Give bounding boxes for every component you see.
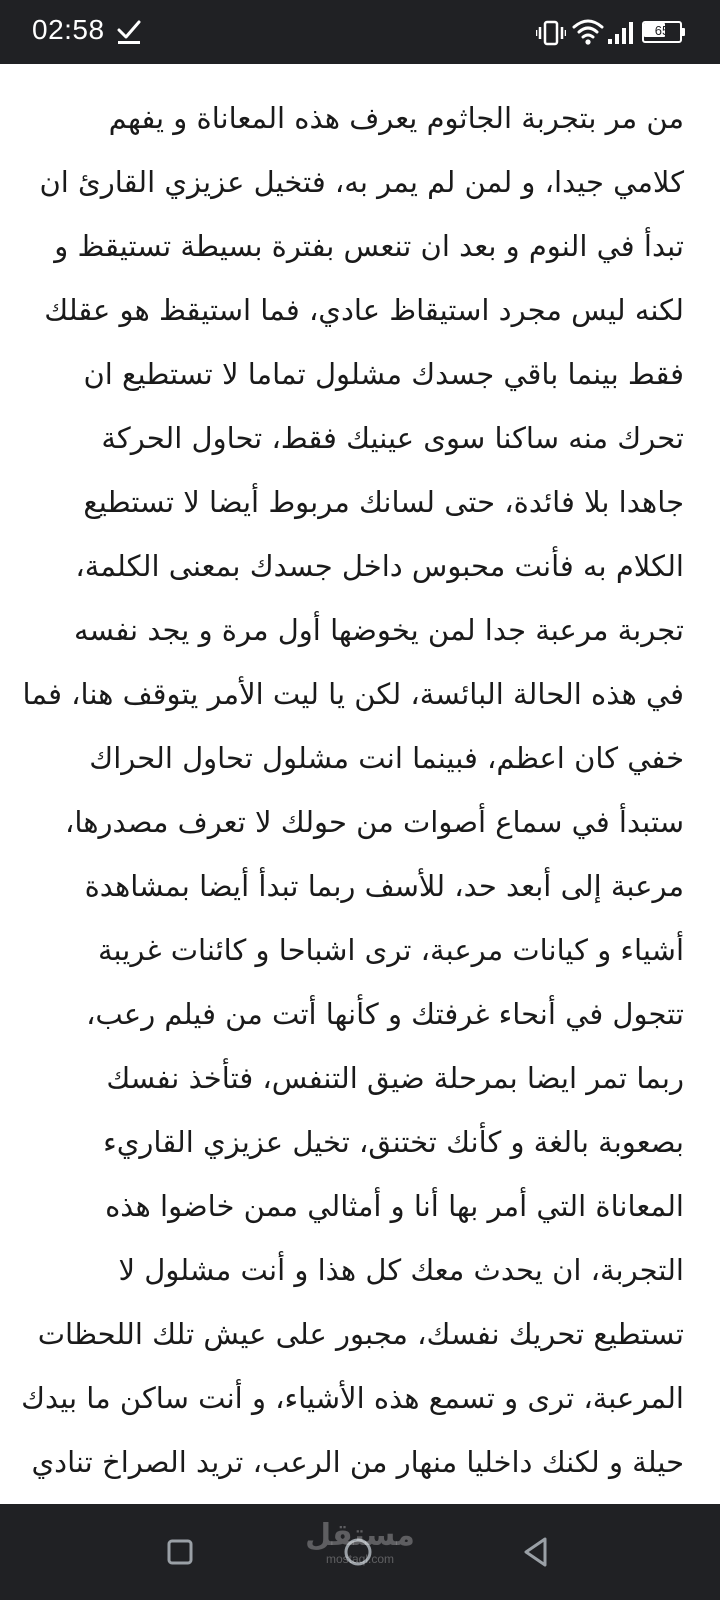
article-line: تستطيع تحريك نفسك، مجبور على عيش تلك اللحظات — [37, 1317, 684, 1351]
article-line: أشياء و كيانات مرعبة، ترى اشباحا و كائنات غريبة — [97, 933, 684, 967]
status-bar — [0, 0, 720, 64]
wifi-icon — [572, 18, 604, 46]
article-line: بصعوبة بالغة و كأنك تختنق، تخيل عزيزي القاريء — [103, 1125, 684, 1159]
download-done-icon — [116, 18, 142, 46]
article-line: تجربة مرعبة جدا لمن يخوضها أول مرة و يجد نفسه — [73, 613, 684, 647]
article-line: المعاناة التي أمر بها أنا و أمثالي ممن خاضوا هذه — [105, 1189, 684, 1223]
watermark-sub: mostaql.com — [325, 1552, 395, 1566]
article-line: تبدأ في النوم و بعد ان تنعس بفترة بسيطة تستيقظ و — [54, 229, 684, 263]
article-line: ستبدأ في سماع أصوات من حولك لا تعرف مصدرها، — [65, 805, 684, 839]
article-line: الكلام به فأنت محبوس داخل جسدك بمعنى الكلمة، — [75, 549, 684, 583]
article-line: التجربة، ان يحدث معك كل هذا و أنت مشلول لا — [118, 1253, 684, 1287]
status-time: 02:58 — [32, 14, 105, 45]
back-icon[interactable] — [514, 1530, 558, 1574]
article-line: لكنه ليس مجرد استيقاظ عادي، فما استيقظ هو عقلك — [44, 293, 684, 327]
article-line: فقط بينما باقي جسدك مشلول تماما لا تستطيع ان — [83, 357, 684, 391]
article-line: مرعبة إلى أبعد حد، للأسف ربما تبدأ أيضا بمشاهدة — [84, 869, 684, 903]
article-line: تتجول في أنحاء غرفتك و كأنها أتت من فيلم رعب، — [86, 997, 684, 1031]
article-line: تحرك منه ساكنا سوى عينيك فقط، تحاول الحركة — [101, 421, 684, 455]
home-icon[interactable] — [336, 1530, 380, 1574]
vibrate-icon — [536, 20, 566, 46]
article-line: المرعبة، ترى و تسمع هذه الأشياء، و أنت ساكن ما بيدك — [21, 1381, 684, 1415]
article-line: خفي كان اعظم، فبينما انت مشلول تحاول الحراك — [89, 741, 684, 775]
watermark-main: مستقل — [305, 1518, 415, 1553]
article-line: جاهدا بلا فائدة، حتى لسانك مربوط أيضا لا تستطيع — [83, 485, 684, 519]
article-line: حيلة و لكنك داخليا منهار من الرعب، تريد الصراخ تنادي — [31, 1445, 684, 1479]
battery-icon — [642, 21, 684, 43]
article-content[interactable] — [0, 64, 720, 1504]
signal-icon — [606, 20, 636, 46]
article-line: كلامي جيدا، و لمن لم يمر به، فتخيل عزيزي القارئ ان — [39, 165, 684, 199]
battery-level: 65 — [654, 23, 670, 38]
article-line: في هذه الحالة البائسة، لكن يا ليت الأمر يتوقف هنا، فما — [22, 677, 684, 711]
article-line: من مر بتجربة الجاثوم يعرف هذه المعاناة و يفهم — [108, 101, 684, 135]
article-text — [21, 86, 684, 1494]
recent-apps-icon[interactable] — [158, 1530, 202, 1574]
navigation-bar — [0, 1504, 720, 1600]
article-line: ربما تمر ايضا بمرحلة ضيق التنفس، فتأخذ نفسك — [106, 1061, 684, 1095]
